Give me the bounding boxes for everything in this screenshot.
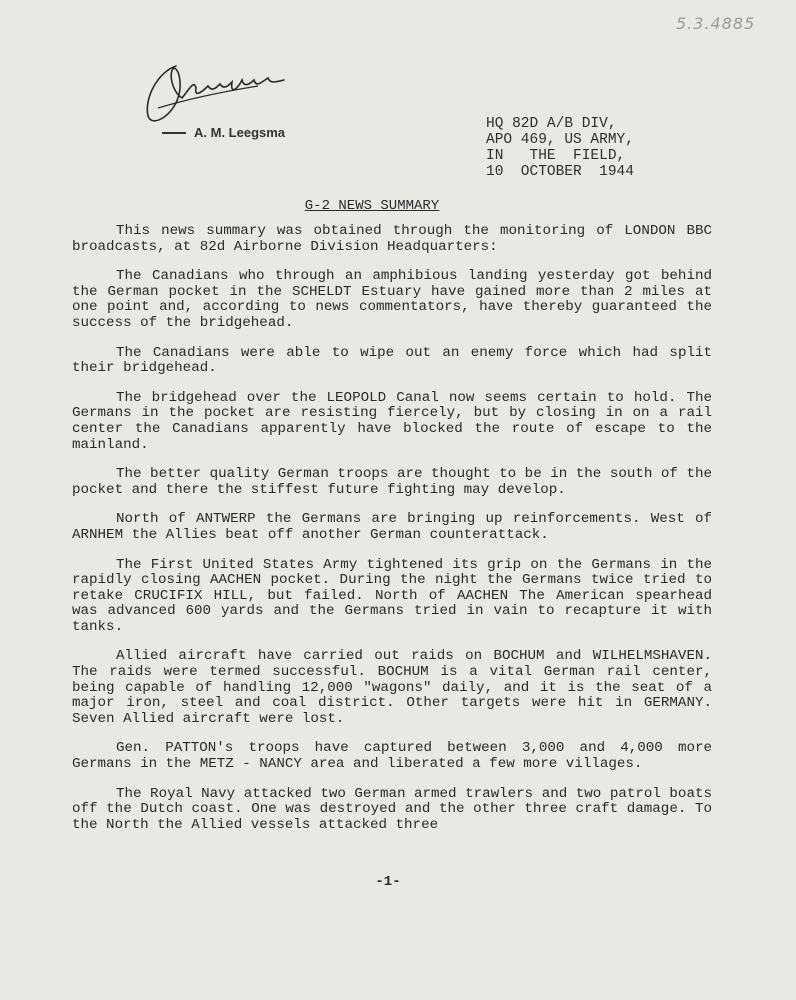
- archive-number: 5.3.4885: [676, 14, 756, 33]
- paragraph: The Canadians who through an amphibious landing yesterday got behind the German pocket in the SCHELDT Estuary have gained more than 2 miles at one point and, according to news commentators, have thereby guaranteed the success of the bridgehead.: [72, 268, 712, 331]
- paragraph: North of ANTWERP the Germans are bringing up reinforcements. West of ARNHEM the Allies beat off another German counterattack.: [72, 511, 712, 543]
- signature-dash: [162, 132, 186, 134]
- paragraph: The bridgehead over the LEOPOLD Canal now seems certain to hold. The Germans in the pocket are resisting fiercely, but by closing in on a rail center the Canadians apparently have blocked the route of escape to the mainland.: [72, 389, 712, 453]
- document-title-row: [0, 196, 796, 214]
- paragraph: This news summary was obtained through the monitoring of LONDON BBC broadcasts, at 82d Airborne Division Headquarters:: [72, 223, 712, 255]
- handwritten-signature: [138, 58, 298, 130]
- paragraph: The First United States Army tightened its grip on the Germans in the rapidly closing AACHEN pocket. During the night the Germans twice tried to retake CRUCIFIX HILL, but failed. North of AACHEN The American spearhead was advanced 600 yards and the Germans tried in vain to recapture it with tanks.: [72, 556, 712, 635]
- paragraph: Allied aircraft have carried out raids on BOCHUM and WILHELMSHAVEN. The raids were termed successful. BOCHUM is a vital German rail center, being capable of handling 12,000 "wagons" daily, and it is the seat of a major iron, steel and coal district. Other targets were hit in GERMANY. Seven Allied aircraft were lost.: [72, 648, 712, 727]
- header-line: APO 469, US ARMY,: [486, 132, 634, 148]
- page-number: -1-: [375, 874, 401, 890]
- summary-body: [72, 224, 712, 847]
- header-line: HQ 82D A/B DIV,: [486, 116, 617, 132]
- page-number-row: [0, 874, 796, 890]
- paragraph: The better quality German troops are thought to be in the south of the pocket and there the stiffest future fighting may develop.: [72, 466, 712, 498]
- document-title: G-2 NEWS SUMMARY: [304, 198, 440, 214]
- header-line: 10 OCTOBER 1944: [486, 164, 634, 180]
- header-line: IN THE FIELD,: [486, 148, 626, 164]
- printed-name: A. M. Leegsma: [194, 125, 286, 140]
- header-block: [486, 116, 666, 180]
- paragraph: Gen. PATTON's troops have captured between 3,000 and 4,000 more Germans in the METZ - NANCY area and liberated a few more villages.: [72, 740, 712, 773]
- paragraph: The Royal Navy attacked two German armed trawlers and two patrol boats off the Dutch coast. One was destroyed and the other three craft damage. To the North the Allied vessels attacked three: [72, 785, 712, 833]
- paragraph: The Canadians were able to wipe out an enemy force which had split their bridgehead.: [72, 344, 712, 377]
